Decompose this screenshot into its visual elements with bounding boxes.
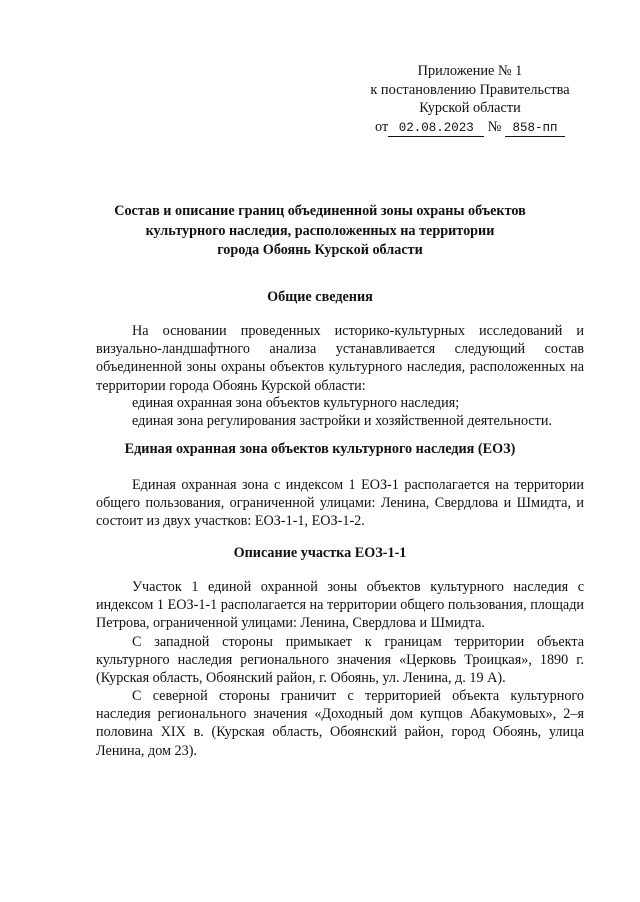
general-list-item: единая охранная зона объектов культурного наследия; bbox=[132, 395, 460, 411]
general-paragraph: На основании проведенных историко-культурных исследований и визуально-ландшафтного анализа устанавливается следующий состав объединенной зоны охраны объектов культурного наследия, расположенных на территории города Обоянь Курской области: bbox=[96, 323, 584, 394]
appendix-block bbox=[350, 62, 590, 137]
decree-number: 858-пп bbox=[505, 121, 565, 137]
appendix-date-row bbox=[350, 118, 590, 137]
appendix-title: Приложение № 1 bbox=[417, 63, 523, 79]
document-title bbox=[100, 202, 540, 261]
plot-paragraph-2: С западной стороны примыкает к границам территории объекта культурного наследия регионального значения «Церковь Троицкая», 1890 г. (Курская область, Обоянский район, г. Обоянь, ул. Ленина, д. 19 А). bbox=[96, 634, 584, 687]
general-list-item: единая зона регулирования застройки и хозяйственной деятельности. bbox=[132, 413, 553, 430]
title-line-3: города Обоянь Курской области bbox=[217, 242, 423, 258]
appendix-region-line: Курской области bbox=[419, 100, 521, 116]
date-prefix: от bbox=[374, 118, 389, 135]
general-list bbox=[96, 394, 584, 430]
eoz-paragraph: Единая охранная зона с индексом 1 ЕОЗ-1 располагается на территории общего пользования, ограниченной улицами: Ленина, Свердлова и Шмидта, и состоит из двух участков: ЕОЗ-1-1, ЕОЗ-1-2. bbox=[96, 477, 584, 530]
plot-paragraph-3: С северной стороны граничит с территорией объекта культурного наследия регионального значения «Доходный дом купцов Абакумовых», 2–я половина XIX в. (Курская область, Обоянский район, город Обоянь, улица Ленина, дом 23). bbox=[96, 688, 584, 759]
general-heading: Общие сведения bbox=[267, 289, 373, 305]
appendix-decree-line: к постановлению Правительства bbox=[370, 81, 570, 98]
decree-date: 02.08.2023 bbox=[388, 121, 484, 137]
plot-heading: Описание участка ЕОЗ-1-1 bbox=[233, 545, 407, 561]
number-prefix: № bbox=[487, 118, 502, 135]
title-line-1: Состав и описание границ объединенной зоны охраны объектов bbox=[114, 203, 526, 219]
plot-paragraph-1: Участок 1 единой охранной зоны объектов культурного наследия с индексом 1 ЕОЗ-1-1 располагается на территории общего пользования, площади Петрова, ограниченной улицами: Ленина, Свердлова и Шмидта. bbox=[96, 579, 584, 632]
eoz-heading: Единая охранная зона объектов культурного наследия (ЕОЗ) bbox=[124, 441, 516, 457]
title-line-2: культурного наследия, расположенных на территории bbox=[145, 222, 495, 239]
